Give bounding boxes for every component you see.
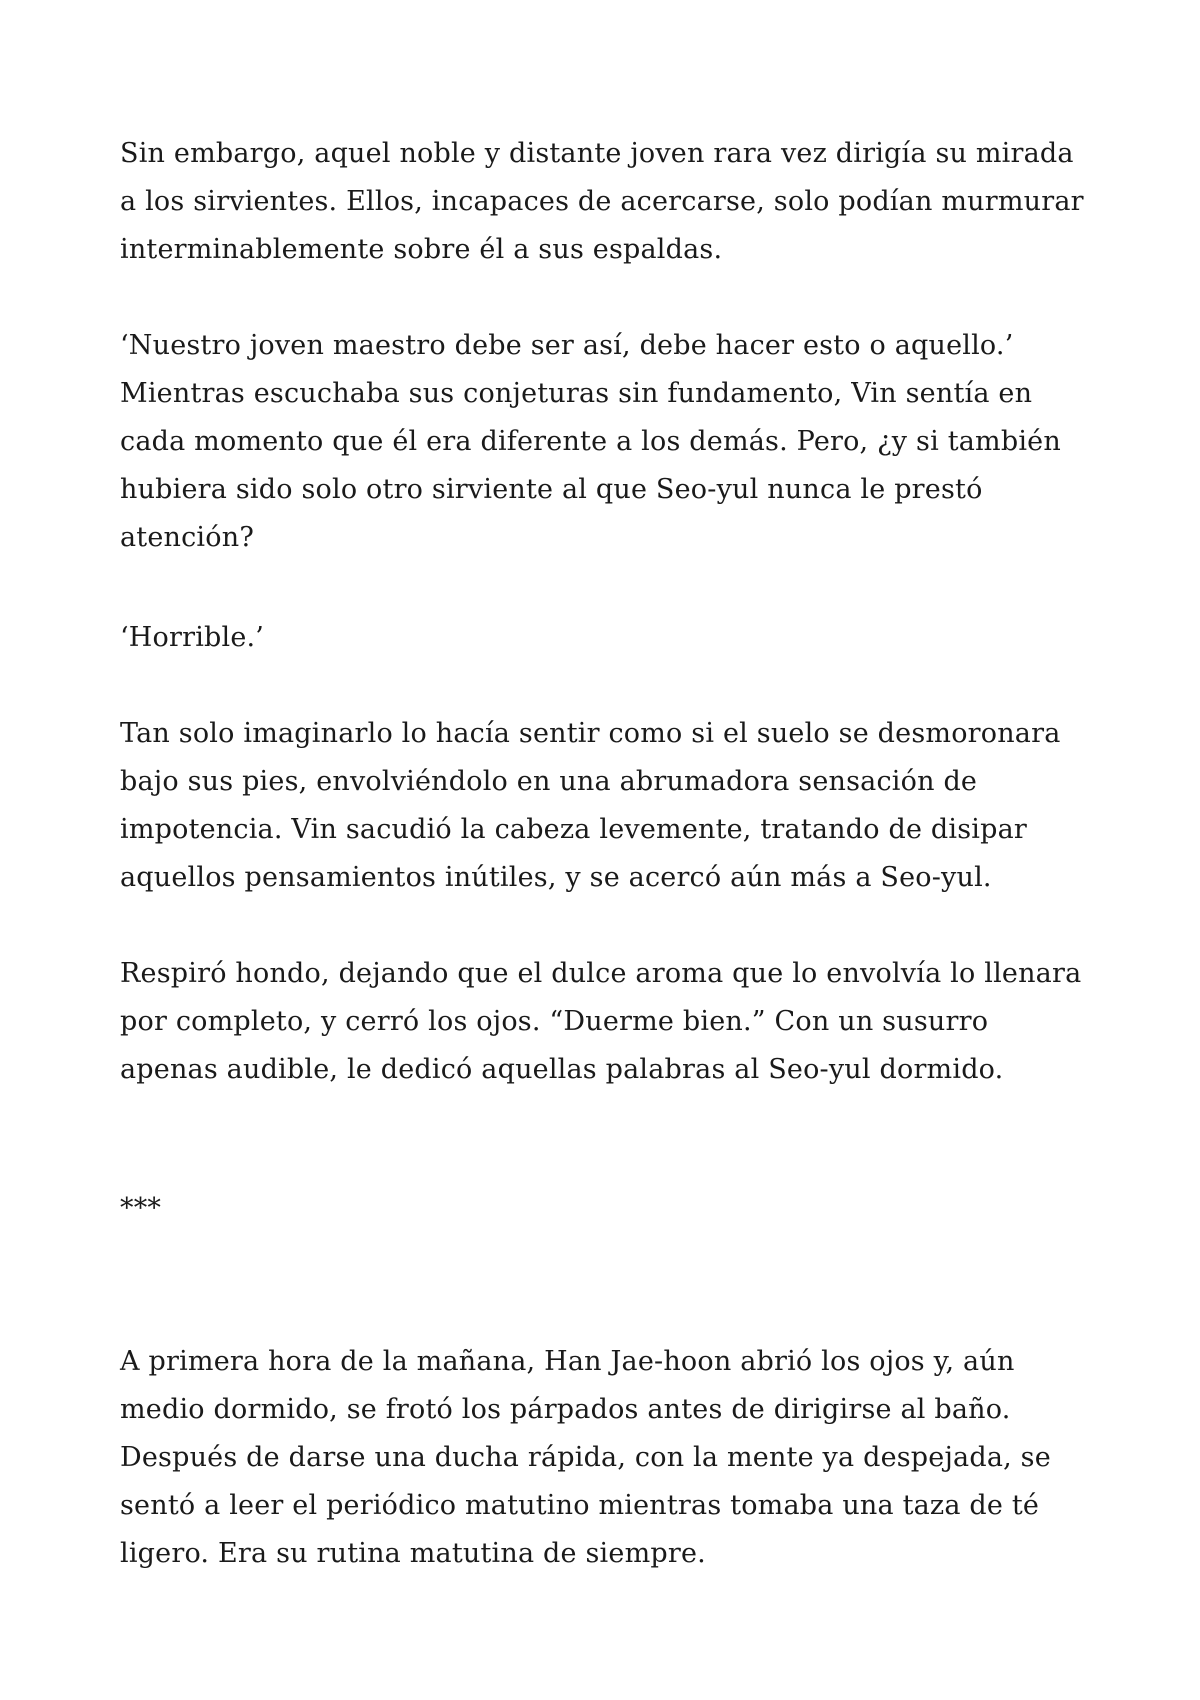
paragraph [120, 322, 1090, 562]
text-line: ‘Horrible.’ [120, 622, 265, 653]
text-line: impotencia. Vin sacudió la cabeza levemente, tratando de disipar [120, 814, 1028, 845]
text-line: cada momento que él era diferente a los demás. Pero, ¿y si también [120, 426, 1061, 457]
paragraph [120, 1338, 1090, 1578]
text-line: apenas audible, le dedicó aquellas palabras al Seo-yul dormido. [120, 1054, 1004, 1085]
text-line: Sin embargo, aquel noble y distante joven rara vez dirigía su mirada [120, 138, 1074, 169]
paragraph [120, 950, 1090, 1094]
paragraph [120, 614, 1090, 662]
text-line: medio dormido, se frotó los párpados antes de dirigirse al baño. [120, 1394, 1011, 1425]
text-line: Tan solo imaginarlo lo hacía sentir como si el suelo se desmoronara [120, 718, 1061, 749]
text-line: Respiró hondo, dejando que el dulce aroma que lo envolvía lo llenara [120, 958, 1082, 989]
section-separator [120, 1185, 1090, 1233]
paragraph [120, 130, 1090, 274]
text-line: interminablemente sobre él a sus espaldas. [120, 234, 723, 265]
text-line: hubiera sido solo otro sirviente al que Seo-yul nunca le prestó [120, 474, 983, 505]
text-line: Mientras escuchaba sus conjeturas sin fundamento, Vin sentía en [120, 378, 1033, 409]
text-line: atención? [120, 522, 254, 553]
text-line: A primera hora de la mañana, Han Jae-hoon abrió los ojos y, aún [120, 1346, 1015, 1377]
text-line: ‘Nuestro joven maestro debe ser así, debe hacer esto o aquello.’ [120, 330, 1014, 361]
text-line: aquellos pensamientos inútiles, y se acercó aún más a Seo-yul. [120, 862, 992, 893]
text-line: por completo, y cerró los ojos. “Duerme bien.” Con un susurro [120, 1006, 989, 1037]
text-line: sentó a leer el periódico matutino mientras tomaba una taza de té [120, 1490, 1040, 1521]
paragraph [120, 710, 1090, 902]
text-line: a los sirvientes. Ellos, incapaces de acercarse, solo podían murmurar [120, 186, 1084, 217]
text-line: Después de darse una ducha rápida, con la mente ya despejada, se [120, 1442, 1051, 1473]
separator-text: *** [120, 1193, 162, 1224]
text-line: bajo sus pies, envolviéndolo en una abrumadora sensación de [120, 766, 978, 797]
text-line: ligero. Era su rutina matutina de siempre. [120, 1538, 706, 1569]
